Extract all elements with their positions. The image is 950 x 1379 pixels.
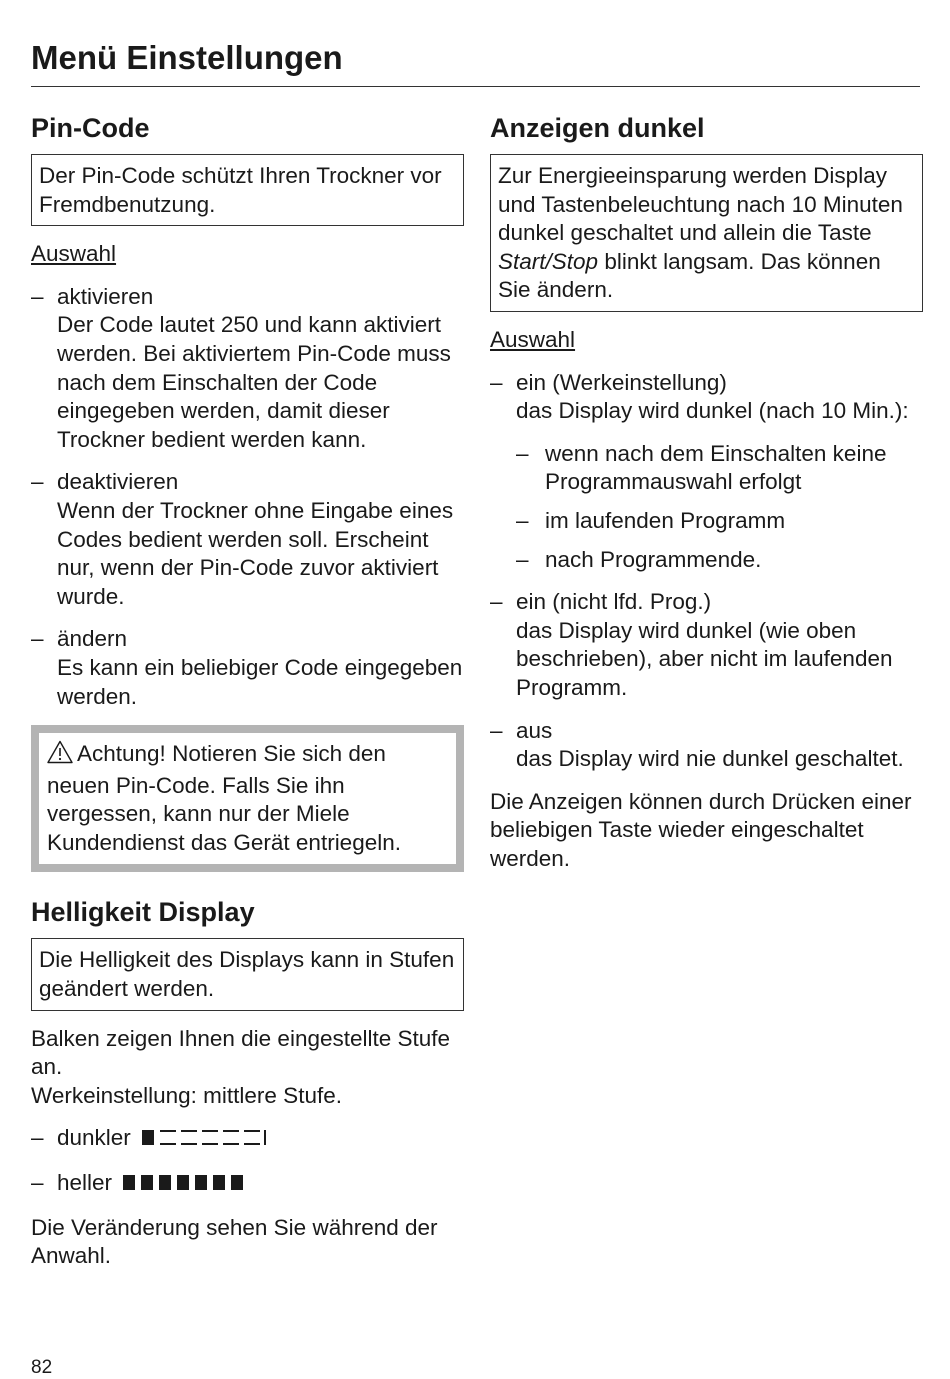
option-label: – ein (nicht lfd. Prog.) xyxy=(516,589,712,615)
info-text-part-1: Zur Energieeinsparung werden Display und Tastenbeleuchtung nach 10 Minuten dunkel geschaltet und allein die Taste xyxy=(498,163,903,246)
option-description: das Display wird dunkel (wie oben beschrieben), aber nicht im laufenden Programm. xyxy=(516,617,893,700)
brightness-options xyxy=(31,1124,464,1199)
list-item xyxy=(490,588,923,702)
darker-bars-icon xyxy=(141,1126,269,1155)
pin-code-heading: Pin-Code xyxy=(31,113,150,143)
right-column xyxy=(490,110,923,887)
list-item xyxy=(490,717,923,774)
pin-code-selection-label: Auswahl xyxy=(31,241,117,267)
brightness-intro-line-2: Werkeinstellung: mittlere Stufe. xyxy=(31,1082,342,1108)
list-item: – wenn nach dem Einschalten keine Programmauswahl erfolgt xyxy=(516,440,923,497)
start-stop-key-label: Start/Stop xyxy=(498,248,599,274)
display-dark-section xyxy=(490,110,923,873)
option-label: – ändern xyxy=(57,626,128,652)
option-label: – aktivieren xyxy=(57,283,154,309)
left-column xyxy=(31,110,464,1285)
list-item xyxy=(490,369,923,575)
brighter-label: heller xyxy=(57,1170,113,1196)
option-description: Der Code lautet 250 und kann aktiviert werden. Bei aktiviertem Pin-Code muss nach dem Einschalten der Code eingegeben werden, damit dieser Trockner bedient werden kann. xyxy=(57,312,451,452)
warning-box xyxy=(31,725,464,872)
pin-code-options xyxy=(31,283,464,711)
option-label: – ein (Werkeinstellung) xyxy=(516,369,727,395)
pin-code-section xyxy=(31,110,464,872)
list-item xyxy=(31,468,464,611)
list-item: – nach Programmende. xyxy=(516,546,923,575)
brighter-bars-icon xyxy=(122,1171,246,1200)
brightness-heading: Helligkeit Display xyxy=(31,897,255,928)
option-description: das Display wird nie dunkel geschaltet. xyxy=(516,746,904,772)
warning-triangle-icon xyxy=(47,740,73,772)
title-divider xyxy=(31,86,920,87)
brightness-outro: Die Veränderung sehen Sie während der Anwahl. xyxy=(31,1214,438,1269)
brightness-section xyxy=(31,894,464,1270)
brightness-intro xyxy=(31,1025,464,1111)
display-dark-options xyxy=(490,369,923,774)
list-item xyxy=(31,1124,464,1155)
page-title: Menü Einstellungen xyxy=(31,39,343,76)
darker-label: dunkler xyxy=(57,1125,131,1151)
list-item xyxy=(31,625,464,711)
brightness-info-box: Die Helligkeit des Displays kann in Stufen geändert werden. xyxy=(31,938,464,1010)
list-item: – im laufenden Programm xyxy=(516,507,923,536)
info-text-part-2: blinkt langsam. Das können Sie ändern. xyxy=(498,248,881,303)
pin-code-info-box: Der Pin-Code schützt Ihren Trockner vor Fremdbenutzung. xyxy=(31,154,464,226)
option-label: – deaktivieren xyxy=(57,469,179,495)
warning-text: Achtung! Notieren Sie sich den neuen Pin-Code. Falls Sie ihn vergessen, kann nur der Miele Kundendienst das Gerät entriegeln. xyxy=(47,741,401,855)
option-sublist xyxy=(516,440,923,574)
page-number: 82 xyxy=(31,1357,53,1378)
display-dark-heading: Anzeigen dunkel xyxy=(490,113,705,143)
brightness-intro-line-1: Balken zeigen Ihnen die eingestellte Stufe an. xyxy=(31,1025,451,1080)
display-dark-info-box xyxy=(490,154,923,312)
option-label: – aus xyxy=(516,717,553,743)
list-item xyxy=(31,1169,464,1200)
option-description: Wenn der Trockner ohne Eingabe eines Codes bedient werden soll. Erscheint nur, wenn der Pin-Code zuvor aktiviert wurde. xyxy=(57,497,454,609)
display-dark-selection-label: Auswahl xyxy=(490,326,576,352)
display-dark-outro: Die Anzeigen können durch Drücken einer beliebigen Taste wieder eingeschaltet werden. xyxy=(490,788,912,871)
option-description: Es kann ein beliebiger Code eingegeben werden. xyxy=(57,654,463,709)
option-description: das Display wird dunkel (nach 10 Min.): xyxy=(516,398,909,424)
list-item xyxy=(31,283,464,455)
